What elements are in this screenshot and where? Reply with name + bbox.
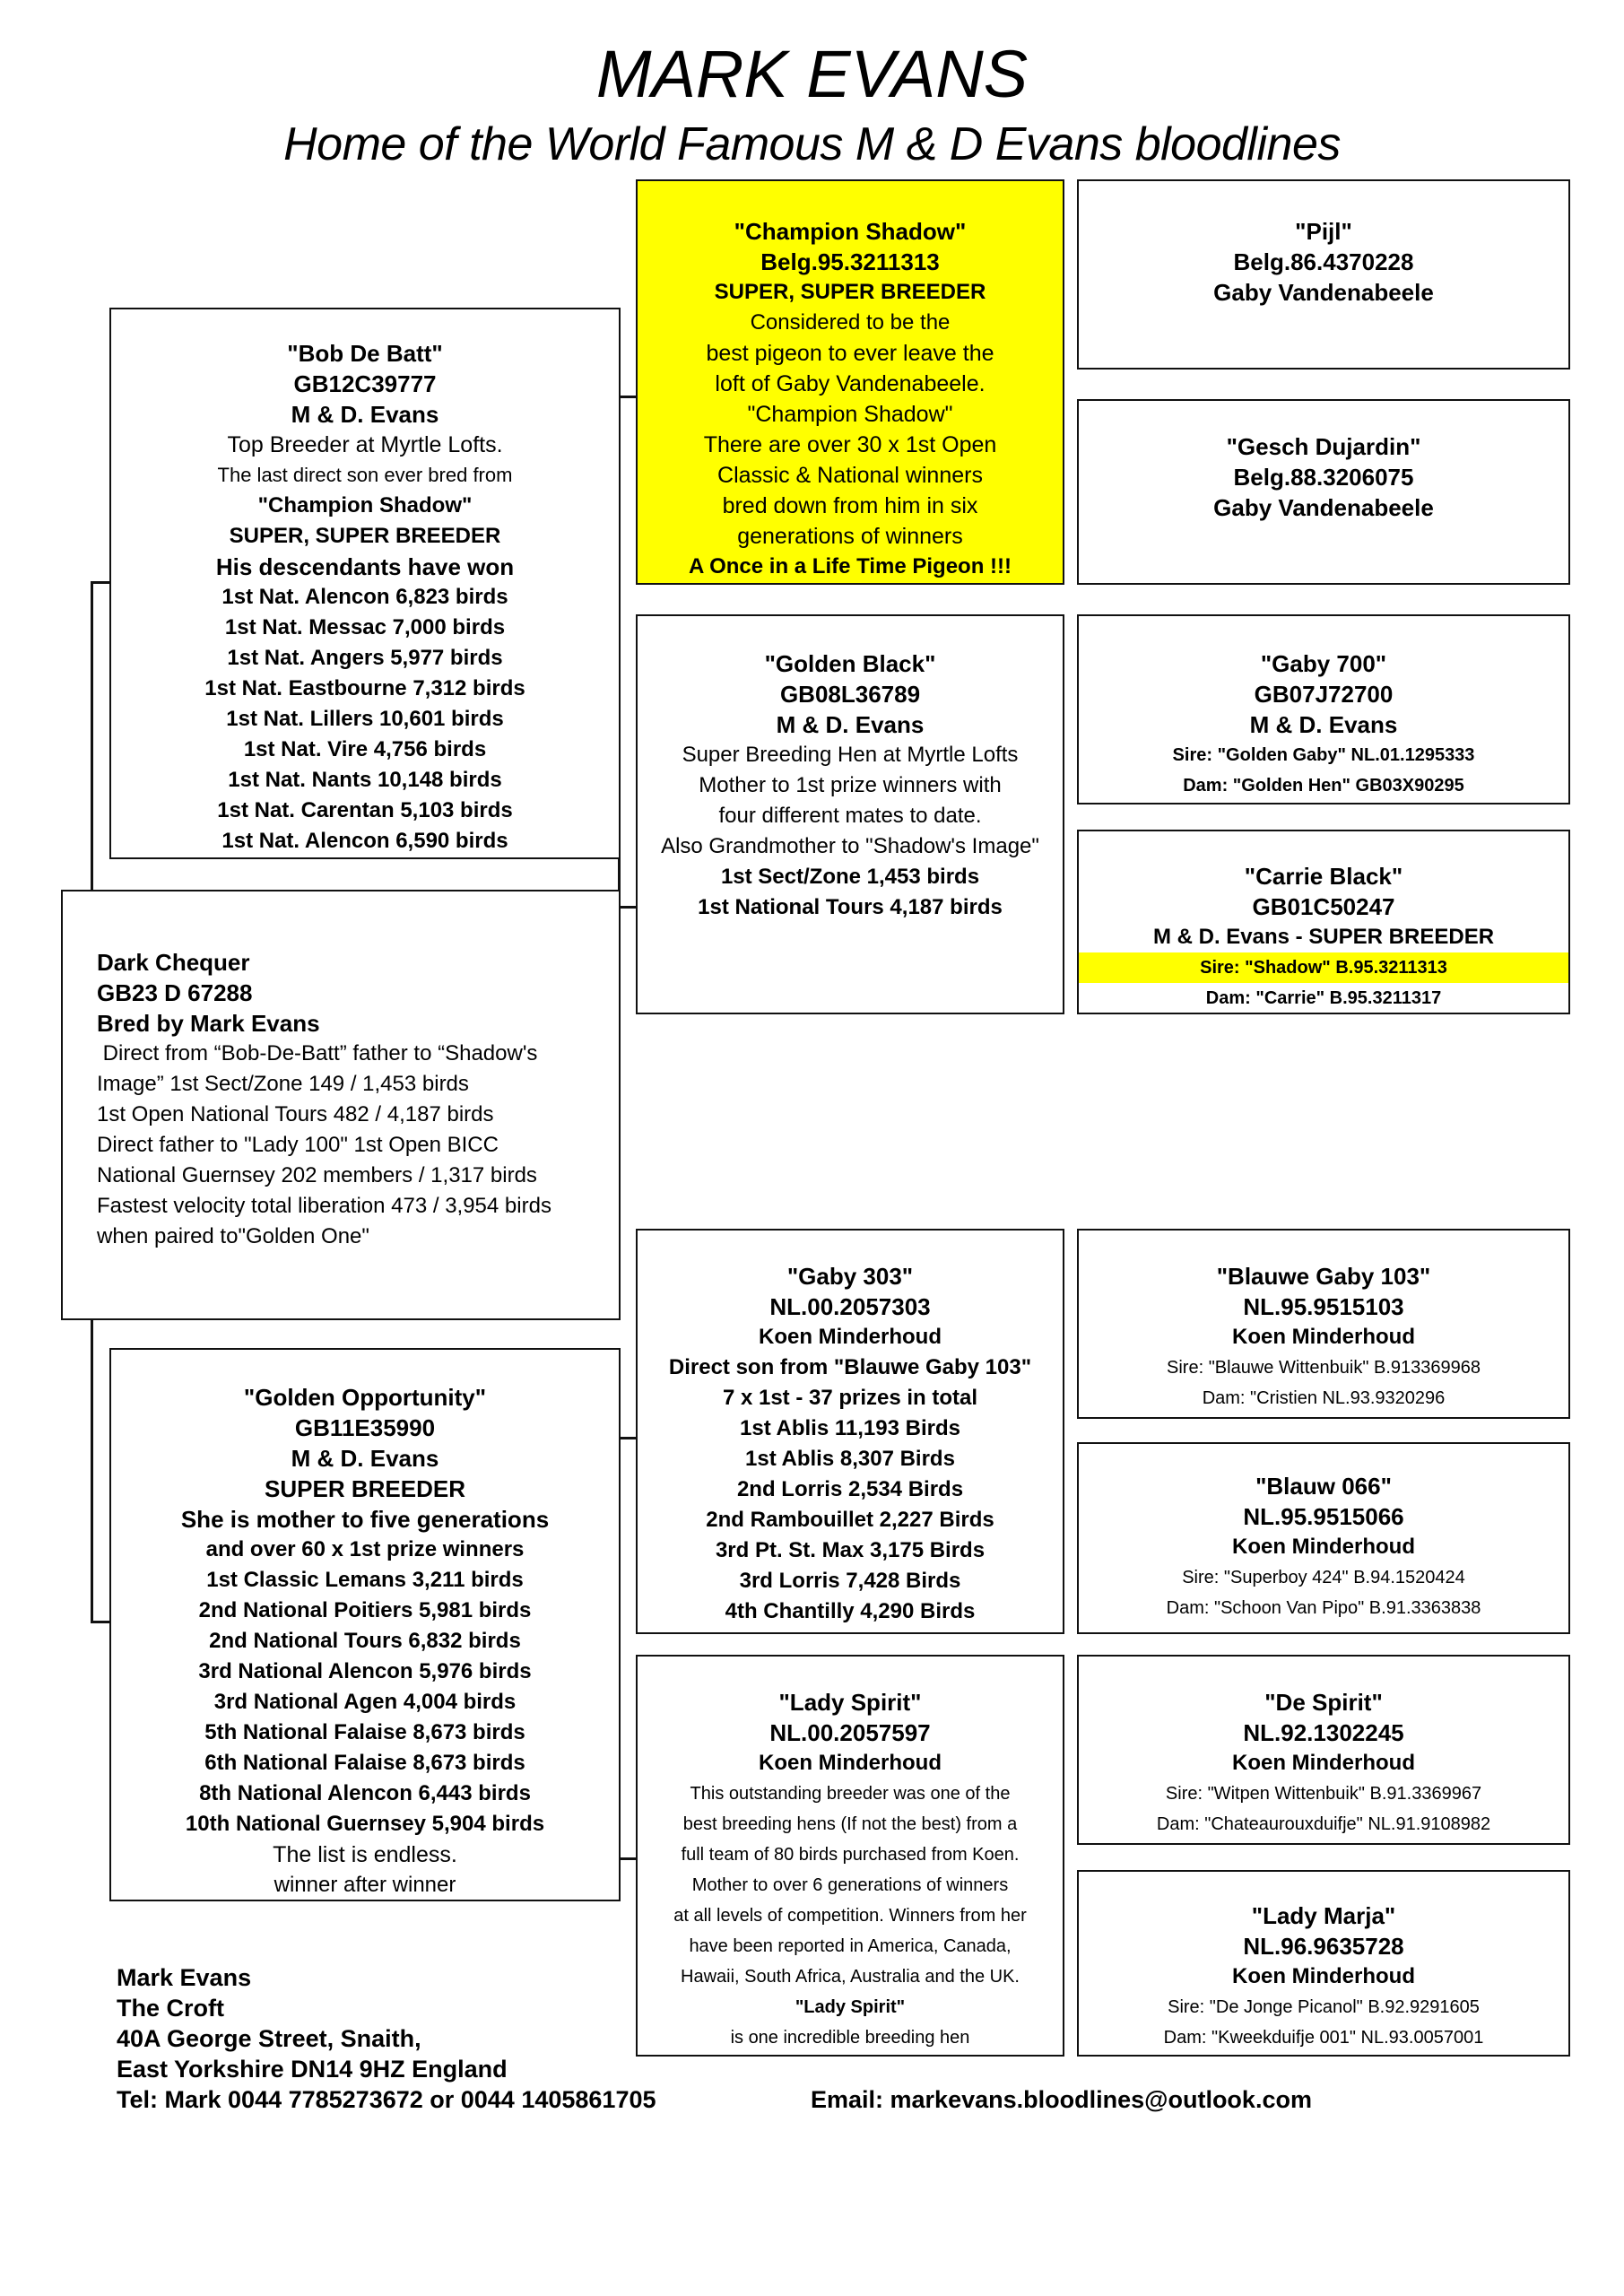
contact-phone: Tel: Mark 0044 7785273672 or 0044 1405861705 (117, 2086, 656, 2113)
connector-dam-to-ds (618, 1437, 636, 1439)
dam-result: 1st Classic Lemans 3,211 birds (206, 1568, 524, 1592)
dam-note: She is mother to five generations (180, 1506, 550, 1533)
dam-dam-note: "Lady Spirit" (795, 1997, 906, 2017)
dam-sire-result: 1st Ablis 8,307 Birds (745, 1447, 955, 1471)
subject-note: Direct father to "Lady 100" 1st Open BICC (97, 1133, 499, 1157)
dds-name: "De Spirit" (1264, 1689, 1383, 1716)
dam-dam-note: Mother to over 6 generations of winners (691, 1875, 1009, 1895)
dam-result: 2nd National Tours 6,832 birds (209, 1629, 521, 1653)
sire-result: 1st Nat. Lillers 10,601 birds (226, 707, 504, 731)
sire-dam-result: 1st Sect/Zone 1,453 birds (720, 865, 980, 889)
sire-dam-note: Super Breeding Hen at Myrtle Lofts (682, 743, 1019, 767)
dam-dam-breeder: Koen Minderhoud (759, 1751, 942, 1775)
sire-sire-box (636, 179, 1064, 585)
dds-breeder: Koen Minderhoud (1232, 1751, 1415, 1775)
dds-ring: NL.92.1302245 (1243, 1719, 1404, 1746)
subject-note: Image” 1st Sect/Zone 149 / 1,453 birds (97, 1072, 469, 1096)
dam-result: 6th National Falaise 8,673 birds (204, 1751, 525, 1775)
dds-dam: Dam: "Chateaurouxduifje" NL.91.9108982 (1156, 1814, 1491, 1834)
subject-note: Direct from “Bob-De-Batt” father to “Shadow's (97, 1041, 538, 1065)
dam-note: and over 60 x 1st prize winners (205, 1537, 525, 1561)
contact-email: Email: markevans.bloodlines@outlook.com (811, 2086, 1312, 2113)
dam-sire-box (636, 1229, 1064, 1634)
dsd-dam: Dam: "Schoon Van Pipo" B.91.3363838 (1166, 1598, 1481, 1618)
sire-dam-note: Also Grandmother to "Shadow's Image" (661, 834, 1039, 858)
sire-dam-note: four different mates to date. (718, 804, 982, 828)
sss-name: "Pijl" (1295, 218, 1352, 245)
dsd-ring: NL.95.9515066 (1243, 1503, 1404, 1530)
connector-subject-to-sire (91, 581, 111, 584)
sire-dam-result: 1st National Tours 4,187 birds (698, 895, 1003, 919)
dam-dam-ring: NL.00.2057597 (769, 1719, 931, 1746)
dss-ring: NL.95.9515103 (1243, 1293, 1404, 1320)
contact-address: East Yorkshire DN14 9HZ England (117, 2056, 508, 2083)
dam-sire-dam-box (1077, 1442, 1570, 1634)
subject-ring: GB23 D 67288 (97, 979, 253, 1006)
dss-sire: Sire: "Blauwe Wittenbuik" B.913369968 (1167, 1358, 1481, 1378)
connector-sire-to-ss (618, 396, 636, 398)
sdd-breeder: M & D. Evans - SUPER BREEDER (1152, 925, 1495, 949)
dam-sire-result: 3rd Lorris 7,428 Birds (739, 1569, 961, 1593)
dss-name: "Blauwe Gaby 103" (1216, 1263, 1431, 1290)
subject-note: Fastest velocity total liberation 473 / 3,954 birds (97, 1194, 551, 1218)
sire-sire-dam-box (1077, 399, 1570, 585)
sire-sire-note: best pigeon to ever leave the (706, 341, 994, 366)
dam-dam-note: full team of 80 birds purchased from Koen. (681, 1845, 1020, 1865)
sire-sire-note: "Champion Shadow" (747, 402, 953, 427)
ssd-breeder: Gaby Vandenabeele (1213, 494, 1434, 521)
dam-result: 2nd National Poitiers 5,981 birds (198, 1598, 532, 1622)
dam-note: winner after winner (274, 1873, 456, 1897)
sire-sire-note: There are over 30 x 1st Open (703, 432, 997, 457)
sdd-sire-highlighted: Sire: "Shadow" B.95.3211313 (1079, 952, 1568, 983)
dam-result: 3rd National Alencon 5,976 birds (198, 1659, 532, 1683)
dam-dam-dam-box (1077, 1870, 1570, 2057)
sire-dam-name: "Golden Black" (764, 650, 936, 677)
page-subtitle: Home of the World Famous M & D Evans bloodlines (283, 118, 1341, 170)
dam-sire-result: 4th Chantilly 4,290 Birds (725, 1599, 976, 1623)
dam-sire-result: 2nd Lorris 2,534 Birds (736, 1477, 964, 1501)
sire-sire-note: SUPER, SUPER BREEDER (714, 280, 986, 304)
sire-breeder: M & D. Evans (291, 401, 439, 428)
sire-sire-sire-box (1077, 179, 1570, 370)
dam-result: 3rd National Agen 4,004 birds (213, 1690, 517, 1714)
dam-box (109, 1348, 621, 1901)
dam-dam-note: best breeding hens (If not the best) from a (682, 1814, 1018, 1834)
dam-dam-note: is one incredible breeding hen (730, 2028, 970, 2048)
sds-ring: GB07J72700 (1254, 681, 1394, 708)
page-title: MARK EVANS (595, 37, 1029, 111)
sire-sire-note: Considered to be the (750, 310, 951, 335)
sire-note: Top Breeder at Myrtle Lofts. (227, 432, 503, 457)
sire-dam-breeder: M & D. Evans (776, 711, 925, 738)
ddd-name: "Lady Marja" (1251, 1902, 1396, 1929)
sire-result: 1st Nat. Alencon 6,590 birds (221, 829, 508, 853)
dss-dam: Dam: "Cristien NL.93.9320296 (1202, 1388, 1446, 1408)
subject-note: National Guernsey 202 members / 1,317 birds (97, 1163, 537, 1187)
sire-result: 1st Nat. Nants 10,148 birds (228, 768, 502, 792)
sdd-ring: GB01C50247 (1252, 893, 1395, 920)
connector-dam-to-dd (618, 1857, 636, 1860)
dam-name: "Golden Opportunity" (243, 1384, 487, 1411)
sire-box (109, 308, 621, 859)
sire-result: 1st Nat. Angers 5,977 birds (227, 646, 503, 670)
connector-sire-to-sd (618, 906, 636, 909)
sire-result: 1st Nat. Vire 4,756 birds (243, 737, 487, 761)
dam-result: 10th National Guernsey 5,904 birds (185, 1812, 545, 1836)
sire-sire-note: Classic & National winners (717, 463, 983, 488)
dam-sire-ring: NL.00.2057303 (769, 1293, 931, 1320)
dam-sire-result: 3rd Pt. St. Max 3,175 Birds (715, 1538, 986, 1562)
subject-note: 1st Open National Tours 482 / 4,187 birds (97, 1102, 494, 1126)
sire-result: 1st Nat. Messac 7,000 birds (224, 615, 506, 639)
dam-dam-name: "Lady Spirit" (778, 1689, 922, 1716)
sire-note: "Champion Shadow" (257, 493, 473, 517)
dam-sire-note: Direct son from "Blauwe Gaby 103" (668, 1355, 1032, 1379)
dam-breeder: M & D. Evans (291, 1445, 439, 1472)
sire-name: "Bob De Batt" (287, 340, 443, 367)
sire-note: The last direct son ever bred from (217, 464, 513, 486)
sire-result: 1st Nat. Eastbourne 7,312 birds (204, 676, 525, 700)
subject-colour: Dark Chequer (97, 949, 250, 976)
sire-sire-note: bred down from him in six (722, 493, 978, 518)
dam-sire-sire-box (1077, 1229, 1570, 1419)
dsd-sire: Sire: "Superboy 424" B.94.1520424 (1182, 1568, 1465, 1587)
sire-sire-note: loft of Gaby Vandenabeele. (715, 371, 986, 396)
sdd-name: "Carrie Black" (1244, 863, 1403, 890)
dam-result: 8th National Alencon 6,443 birds (199, 1781, 531, 1805)
ssd-ring: Belg.88.3206075 (1233, 464, 1414, 491)
dsd-name: "Blauw 066" (1255, 1473, 1392, 1500)
contact-name: Mark Evans (117, 1964, 252, 1991)
dam-sire-result: 1st Ablis 11,193 Birds (740, 1416, 960, 1440)
dam-result: 5th National Falaise 8,673 birds (204, 1720, 525, 1744)
dam-sire-breeder: Koen Minderhoud (759, 1325, 942, 1349)
sire-sire-name: "Champion Shadow" (734, 218, 967, 245)
dam-dam-note: This outstanding breeder was one of the (690, 1784, 1011, 1804)
sire-result: 1st Nat. Alencon 6,823 birds (221, 585, 508, 609)
sire-ring: GB12C39777 (293, 370, 437, 397)
ssd-name: "Gesch Dujardin" (1226, 433, 1421, 460)
sire-result: 1st Nat. Carentan 5,103 birds (217, 798, 513, 822)
ddd-dam: Dam: "Kweekduifje 001" NL.93.0057001 (1163, 2028, 1484, 2048)
dam-note: The list is endless. (273, 1842, 457, 1867)
sire-dam-ring: GB08L36789 (779, 681, 921, 708)
dam-sire-result: 2nd Rambouillet 2,227 Birds (706, 1508, 994, 1532)
sire-sire-note: A Once in a Life Time Pigeon !!! (688, 554, 1012, 578)
subject-note: when paired to"Golden One" (97, 1224, 369, 1248)
sire-dam-sire-box (1077, 614, 1570, 804)
contact-address: The Croft (117, 1995, 224, 2022)
dam-sire-note: 7 x 1st - 37 prizes in total (722, 1386, 978, 1410)
dam-dam-sire-box (1077, 1655, 1570, 1845)
sss-breeder: Gaby Vandenabeele (1213, 279, 1434, 306)
dam-dam-box (636, 1655, 1064, 2057)
dam-note: SUPER BREEDER (265, 1475, 465, 1502)
sire-dam-dam-box (1077, 830, 1570, 1014)
sss-ring: Belg.86.4370228 (1233, 248, 1414, 275)
dsd-breeder: Koen Minderhoud (1232, 1535, 1415, 1559)
sdd-dam: Dam: "Carrie" B.95.3211317 (1205, 988, 1442, 1008)
dam-dam-note: at all levels of competition. Winners from her (673, 1906, 1027, 1926)
sire-dam-box (636, 614, 1064, 1014)
subject-box (61, 890, 621, 1320)
sds-breeder: M & D. Evans (1249, 711, 1398, 738)
sire-sire-note: generations of winners (737, 524, 963, 549)
sds-sire: Sire: "Golden Gaby" NL.01.1295333 (1172, 745, 1475, 765)
sire-sire-ring: Belg.95.3211313 (760, 248, 940, 275)
subject-breeder: Bred by Mark Evans (97, 1010, 320, 1037)
connector-subject-to-dam (91, 1621, 111, 1623)
dam-dam-note: have been reported in America, Canada, (689, 1936, 1012, 1956)
dds-sire: Sire: "Witpen Wittenbuik" B.91.3369967 (1165, 1784, 1482, 1804)
sire-dam-note: Mother to 1st prize winners with (699, 773, 1002, 797)
sire-note: SUPER, SUPER BREEDER (229, 524, 501, 548)
dss-breeder: Koen Minderhoud (1232, 1325, 1415, 1349)
dam-dam-note: Hawaii, South Africa, Australia and the UK. (681, 1967, 1020, 1987)
ddd-sire: Sire: "De Jonge Picanol" B.92.9291605 (1168, 1997, 1480, 2017)
ddd-breeder: Koen Minderhoud (1232, 1964, 1415, 1988)
sire-note: His descendants have won (215, 553, 515, 580)
dam-sire-name: "Gaby 303" (786, 1263, 914, 1290)
contact-address: 40A George Street, Snaith, (117, 2025, 421, 2052)
sds-dam: Dam: "Golden Hen" GB03X90295 (1183, 776, 1464, 796)
ddd-ring: NL.96.9635728 (1243, 1933, 1404, 1960)
dam-ring: GB11E35990 (294, 1414, 436, 1441)
sds-name: "Gaby 700" (1260, 650, 1387, 677)
